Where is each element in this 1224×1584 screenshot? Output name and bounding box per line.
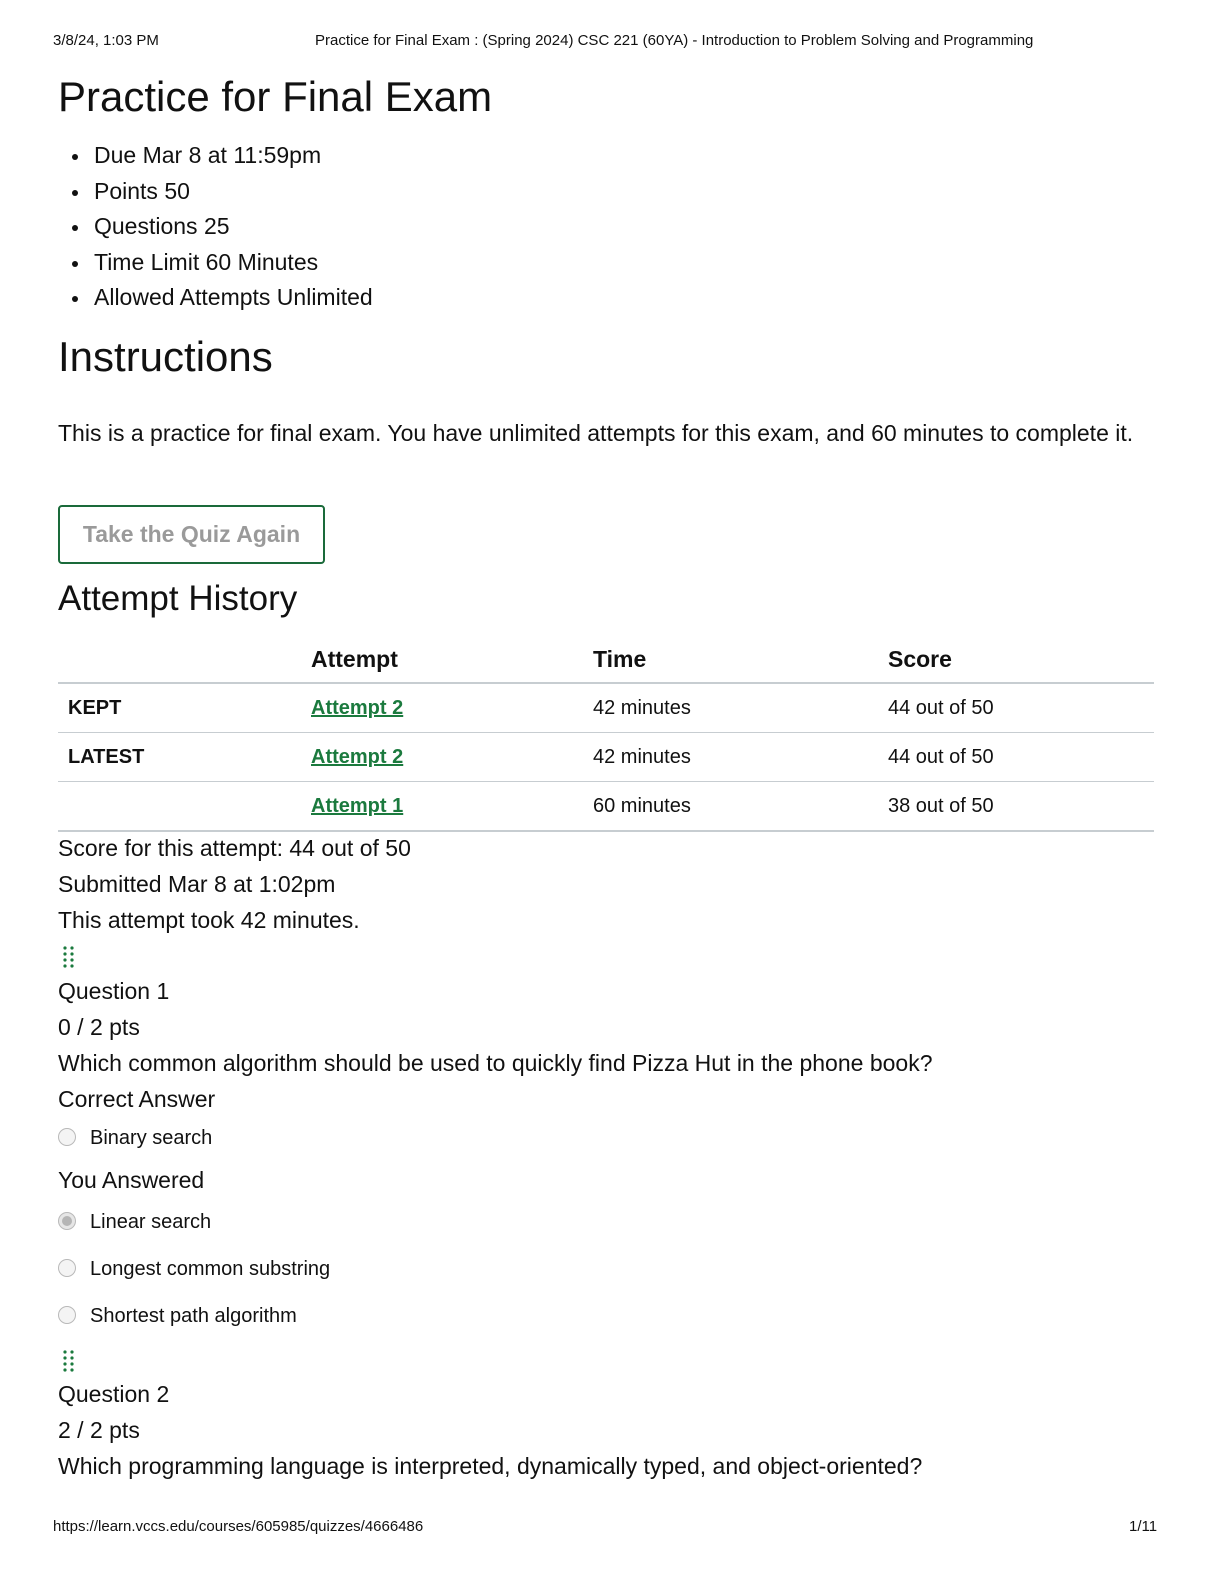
attempt-link[interactable]: Attempt 2 (311, 696, 404, 719)
question-title: Question 1 (58, 978, 170, 1004)
attempt-score-text: Score for this attempt: 44 out of 50 (58, 835, 411, 861)
attempt-duration-text: This attempt took 42 minutes. (58, 907, 360, 933)
print-page-number: 1/11 (1129, 1518, 1158, 1535)
detail-allowed-attempts: Allowed Attempts Unlimited (58, 280, 373, 316)
attempt-summary (58, 830, 411, 938)
radio-icon (58, 1128, 76, 1146)
table-row (58, 782, 1154, 832)
instructions-heading: Instructions (58, 333, 273, 380)
quiz-details (58, 138, 373, 316)
print-url: https://learn.vccs.edu/courses/605985/quizzes/4666486 (53, 1518, 424, 1535)
attempt-score: 38 out of 50 (878, 782, 1154, 832)
answer-option[interactable] (58, 1305, 297, 1328)
column-header-label (58, 636, 301, 683)
attempt-history-heading: Attempt History (58, 579, 298, 618)
answer-text: Shortest path algorithm (90, 1305, 297, 1327)
print-datetime: 3/8/24, 1:03 PM (53, 32, 159, 49)
column-header-score: Score (878, 636, 1154, 683)
attempt-history-table (58, 636, 1154, 832)
take-quiz-again-button[interactable]: Take the Quiz Again (58, 505, 325, 564)
answer-option[interactable] (58, 1258, 330, 1281)
answer-option[interactable] (58, 1127, 212, 1150)
radio-selected-icon (58, 1212, 76, 1230)
attempt-link[interactable]: Attempt 1 (311, 794, 404, 817)
radio-icon (58, 1306, 76, 1324)
detail-questions: Questions 25 (58, 209, 373, 245)
attempt-submitted-text: Submitted Mar 8 at 1:02pm (58, 871, 336, 897)
question-title: Question 2 (58, 1381, 170, 1407)
attempt-time: 42 minutes (583, 683, 878, 733)
you-answered-label: You Answered (58, 1167, 205, 1193)
drag-handle-icon[interactable] (62, 945, 76, 969)
instructions-text: This is a practice for final exam. You have unlimited attempts for this exam, and 60 minutes to complete it. (58, 420, 1134, 446)
table-row (58, 683, 1154, 733)
answer-option[interactable] (58, 1211, 211, 1234)
answer-text: Longest common substring (90, 1258, 331, 1280)
correct-answer-label: Correct Answer (58, 1086, 216, 1112)
question-points: 0 / 2 pts (58, 1014, 140, 1040)
question-2 (58, 1376, 922, 1484)
question-text: Which common algorithm should be used to quickly find Pizza Hut in the phone book? (58, 1050, 933, 1076)
print-page-title: Practice for Final Exam : (Spring 2024) CSC 221 (60YA) - Introduction to Problem Solving and Programming (315, 32, 1034, 49)
attempt-time: 60 minutes (583, 782, 878, 832)
column-header-time: Time (583, 636, 878, 683)
question-1 (58, 973, 932, 1117)
question-points: 2 / 2 pts (58, 1417, 140, 1443)
answer-text: Linear search (90, 1211, 212, 1233)
detail-points: Points 50 (58, 174, 373, 210)
table-header-row (58, 636, 1154, 683)
answer-text: Binary search (90, 1127, 213, 1149)
attempt-time: 42 minutes (583, 733, 878, 782)
attempt-score: 44 out of 50 (878, 683, 1154, 733)
row-label: KEPT (58, 683, 301, 733)
row-label (58, 782, 301, 832)
detail-time-limit: Time Limit 60 Minutes (58, 245, 373, 281)
radio-icon (58, 1259, 76, 1277)
question-text: Which programming language is interpreted, dynamically typed, and object-oriented? (58, 1453, 923, 1479)
quiz-title: Practice for Final Exam (58, 73, 493, 120)
attempt-score: 44 out of 50 (878, 733, 1154, 782)
table-row (58, 733, 1154, 782)
drag-handle-icon[interactable] (62, 1349, 76, 1373)
column-header-attempt: Attempt (301, 636, 583, 683)
row-label: LATEST (58, 733, 301, 782)
detail-due: Due Mar 8 at 11:59pm (58, 138, 373, 174)
attempt-link[interactable]: Attempt 2 (311, 745, 404, 768)
you-answered-block (58, 1162, 204, 1198)
